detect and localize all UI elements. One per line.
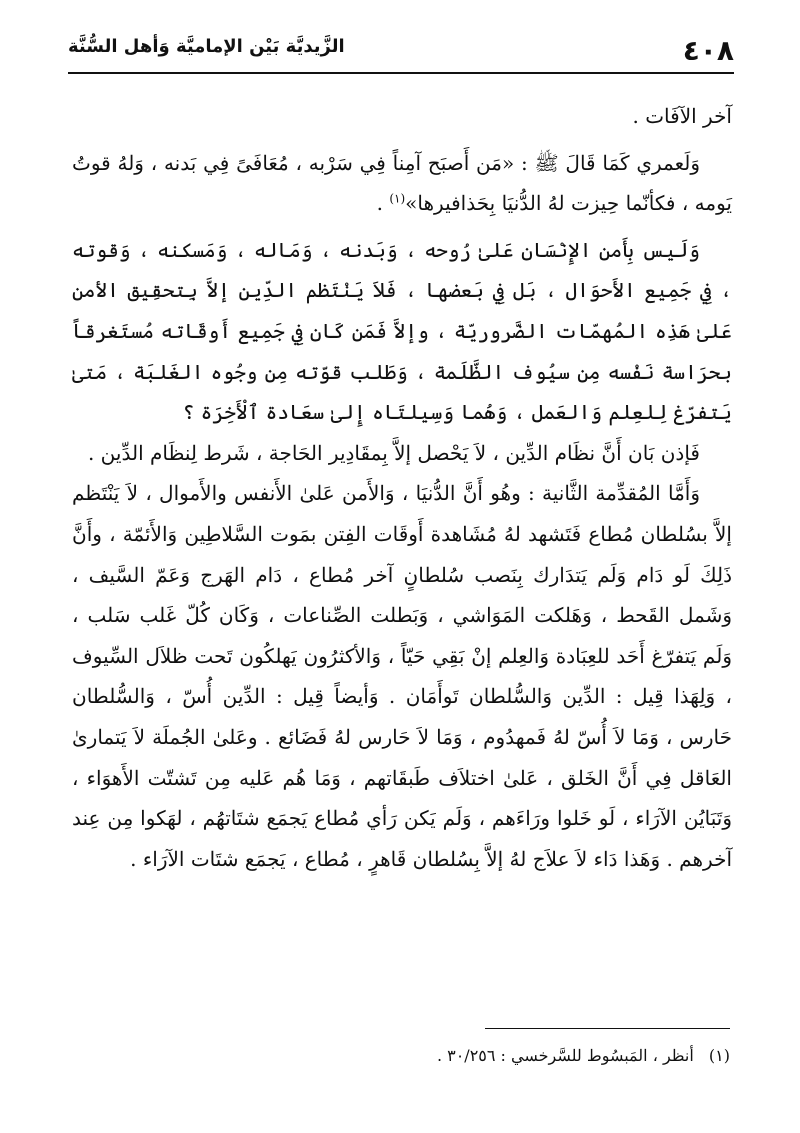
footnote (72, 1044, 730, 1068)
paragraph-1: آخر الآفَات . (632, 104, 732, 128)
footnote-rule (485, 1028, 730, 1029)
paragraph-2-end: . (376, 191, 390, 216)
page-number: ٤٠٨ (682, 34, 734, 67)
body-text (72, 96, 732, 879)
footnote-reference: (١) (389, 191, 406, 206)
running-title: الزَّيديَّة بَيْن الإماميَّة وَأهل السُّنَّة (68, 36, 345, 57)
footnote-marker: (١) (708, 1046, 730, 1065)
hadith-quote: وَلَعمري كَمَا قَالَ ﷺ : «مَن أَصبَح آمِناً فِي سَرْبه ، مُعَافَىً فِي بَدنه ، وَلهُ قوتُ يَومه ، فكأنّما حِيزت لهُ الدُّنيَا بِحَذافيرها» (72, 150, 732, 216)
paragraph-2 (72, 143, 732, 224)
paragraph-5: وَأَمَّا المُقدِّمة الثَّانية : وهُو أَنَّ الدُّنيَا ، وَالأَمن عَلىٰ الأَنفس والأَموال ، لاَ يَنْتَظم إلاَّ بسُلطان مُطاع فَتَشهد لهُ مُشَاهدة أَوقَات الفِتن بمَوت السَّلاطِين وَالأَئمّة ، وأَنَّ ذَلِكَ لَو دَام وَلَم يَتدَارك بِنَصب سُلطانٍ آخر مُطاع ، دَام الهَرج وَعَمّ السَّيف ، وَشَمل القَحط ، وَهَلكت المَوَاشي ، وَبَطلت الصِّناعات ، وَكَان كُلّ غَلب سَلب ، وَلَم يَتفرّغ أَحَد للعِبَادة وَالعِلم إنْ بَقِي حَيّاً ، وَالأكثرُون يَهلكُون تَحت ظلاَل السِّيوف ، وَلِهَذا قِيل : الدِّين وَالسُّلطان تَوأَمَان . وَأيضاً قِيل : الدِّين أُسّ ، وَالسُّلطان حَارس ، وَمَا لاَ أُسّ لهُ فَمهدُوم ، وَمَا لاَ حَارس لهُ فَضَائع . وعَلىٰ الجُملَة لاَ يَتمارىٰ العَاقل فِي أَنَّ الخَلق ، عَلىٰ اختلاَف طَبقَاتهم ، وَمَا هُم عَليه مِن تَشتّت الأَهوَاء ، وَتَبَايُن الآرَاء ، لَو خَلوا ورَاءَهم ، وَلَم يَكن رَأي مُطاع يَجمَع شتَاتهُم ، لهَكوا مِن عِند آخرهم . وَهَذا دَاء لاَ علاَج لهُ إلاَّ بِسُلطان قَاهرٍ ، مُطاع ، يَجمَع شتَات الآرَاء . (72, 481, 732, 871)
running-header (68, 24, 734, 74)
footnote-text: أنظر ، المَبسُوط للسَّرخسي : ٣٠/٢٥٦ . (436, 1046, 694, 1065)
header-rule (68, 72, 734, 74)
paragraph-4: فَإذن بَان أَنَّ نظَام الدِّين ، لاَ يَحْصل إلاَّ بِمقَادِير الحَاجة ، شَرط لِنظَام الدِّين . (87, 440, 700, 465)
paragraph-3: وَلَيس بِأَمن الإِنْسَان عَلىٰ رُوحه ، وَبَدنه ، وَمَاله ، وَمَسكنه ، وَقوته ، فِي جَمِيع الأَحوَال ، بَل فِي بَعضها ، فَلاَ يَنْتَظم الدِّين إلاَّ بِتحقِيق الأمن عَلىٰ هَذِه المُهمّات الضَّروريّة ، وإلاَّ فَمَن كَان فِي جَمِيع أَوقَاته مُستَغرقاً بحرَاسة نَفْسه مِن سيُوف الظَّلَمة ، وَطَلب قوّته مِن وجُوه الغَلبَة ، مَتىٰ يَتفرّغ لِلعِلم وَالعَمل ، وَهُما وَسِيلتَاه إِلىٰ سعَادة ٱلْأَخِرَة ؟ (72, 237, 732, 425)
